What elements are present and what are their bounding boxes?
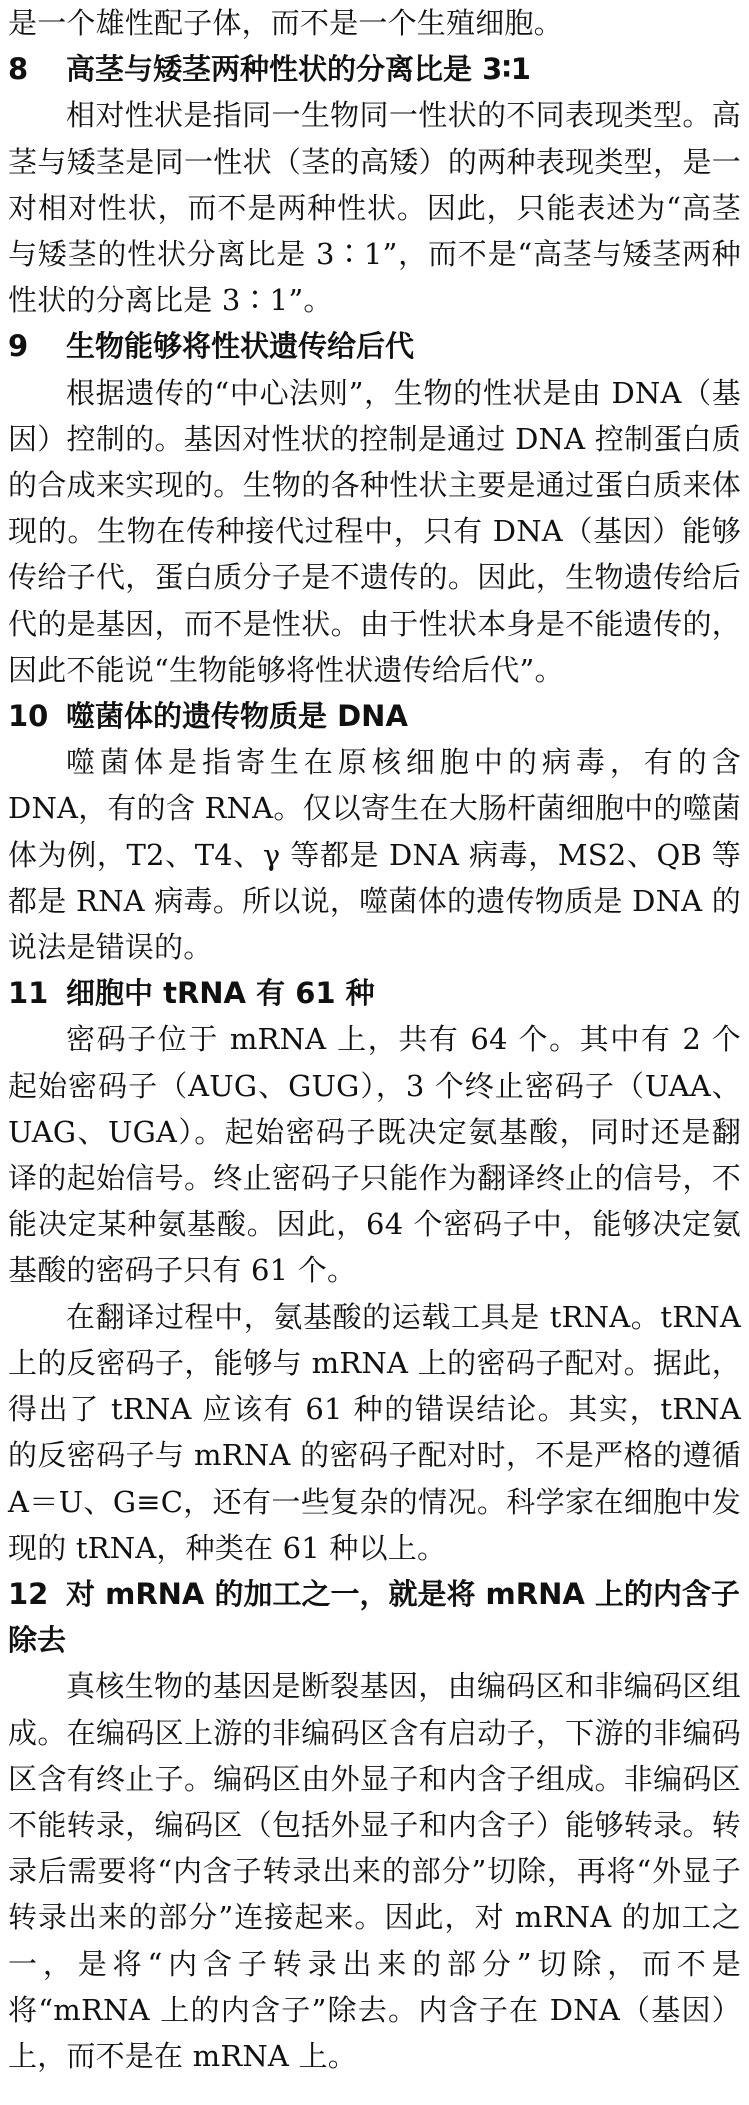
section-heading-11	[8, 970, 741, 1016]
paragraph: 相对性状是指同一生物同一性状的不同表现类型。高茎与矮茎是同一性状（茎的高矮）的两种表现类型，是一对相对性状，而不是两种性状。因此，只能表述为“高茎与矮茎的性状分离比是 3∶1”，而不是“高茎与矮茎两种性状的分离比是 3∶1”。	[8, 98, 741, 318]
section-number: 11	[8, 976, 49, 1011]
section-number: 9	[8, 329, 29, 364]
section-heading-12	[8, 1571, 741, 1663]
section-heading-10	[8, 693, 741, 739]
section-title: 高茎与矮茎两种性状的分离比是 3∶1	[66, 52, 531, 87]
section-number: 8	[8, 52, 29, 87]
paragraph-continuation: 是一个雄性配子体，而不是一个生殖细胞。	[8, 6, 563, 40]
section-heading-8	[8, 46, 741, 92]
document-body	[8, 0, 741, 2079]
section-title: 对 mRNA 的加工之一，就是将 mRNA 上的内含子除去	[8, 1576, 740, 1658]
section-title: 生物能够将性状遗传给后代	[66, 329, 415, 364]
paragraph: 密码子位于 mRNA 上，共有 64 个。其中有 2 个起始密码子（AUG、GUG），3 个终止密码子（UAA、UAG、UGA）。起始密码子既决定氨基酸，同时还是翻译的起始信号。终止密码子只能作为翻译终止的信号，不能决定某种氨基酸。因此，64 个密码子中，能够决定氨基酸的密码子只有 61 个。	[8, 1022, 741, 1288]
section-number: 10	[8, 699, 49, 734]
section-title: 噬菌体的遗传物质是 DNA	[66, 699, 408, 734]
section-heading-9	[8, 323, 741, 369]
paragraph: 噬菌体是指寄生在原核细胞中的病毒，有的含 DNA，有的含 RNA。仅以寄生在大肠杆菌细胞中的噬菌体为例，T2、T4、γ 等都是 DNA 病毒，MS2、QB 等都是 RNA 病毒。所以说，噬菌体的遗传物质是 DNA 的说法是错误的。	[8, 745, 741, 965]
paragraph: 真核生物的基因是断裂基因，由编码区和非编码区组成。在编码区上游的非编码区含有启动子，下游的非编码区含有终止子。编码区由外显子和内含子组成。非编码区不能转录，编码区（包括外显子和内含子）能够转录。转录后需要将“内含子转录出来的部分”切除，再将“外显子转录出来的部分”连接起来。因此，对 mRNA 的加工之一，是将“内含子转录出来的部分”切除，而不是将“mRNA 上的内含子”除去。内含子在 DNA（基因）上，而不是在 mRNA 上。	[8, 1669, 741, 2073]
section-title: 细胞中 tRNA 有 61 种	[66, 976, 375, 1011]
paragraph: 在翻译过程中，氨基酸的运载工具是 tRNA。tRNA 上的反密码子，能够与 mRNA 上的密码子配对。据此，得出了 tRNA 应该有 61 种的错误结论。其实，tRNA 的反密码子与 mRNA 的密码子配对时，不是严格的遵循 A＝U、G≡C，还有一些复杂的情况。科学家在细胞中发现的 tRNA，种类在 61 种以上。	[8, 1299, 741, 1565]
paragraph: 根据遗传的“中心法则”，生物的性状是由 DNA（基因）控制的。基因对性状的控制是通过 DNA 控制蛋白质的合成来实现的。生物的各种性状主要是通过蛋白质来体现的。生物在传种接代过程中，只有 DNA（基因）能够传给子代，蛋白质分子是不遗传的。因此，生物遗传给后代的是基因，而不是性状。由于性状本身是不能遗传的，因此不能说“生物能够将性状遗传给后代”。	[8, 375, 742, 687]
section-number: 12	[8, 1576, 49, 1611]
